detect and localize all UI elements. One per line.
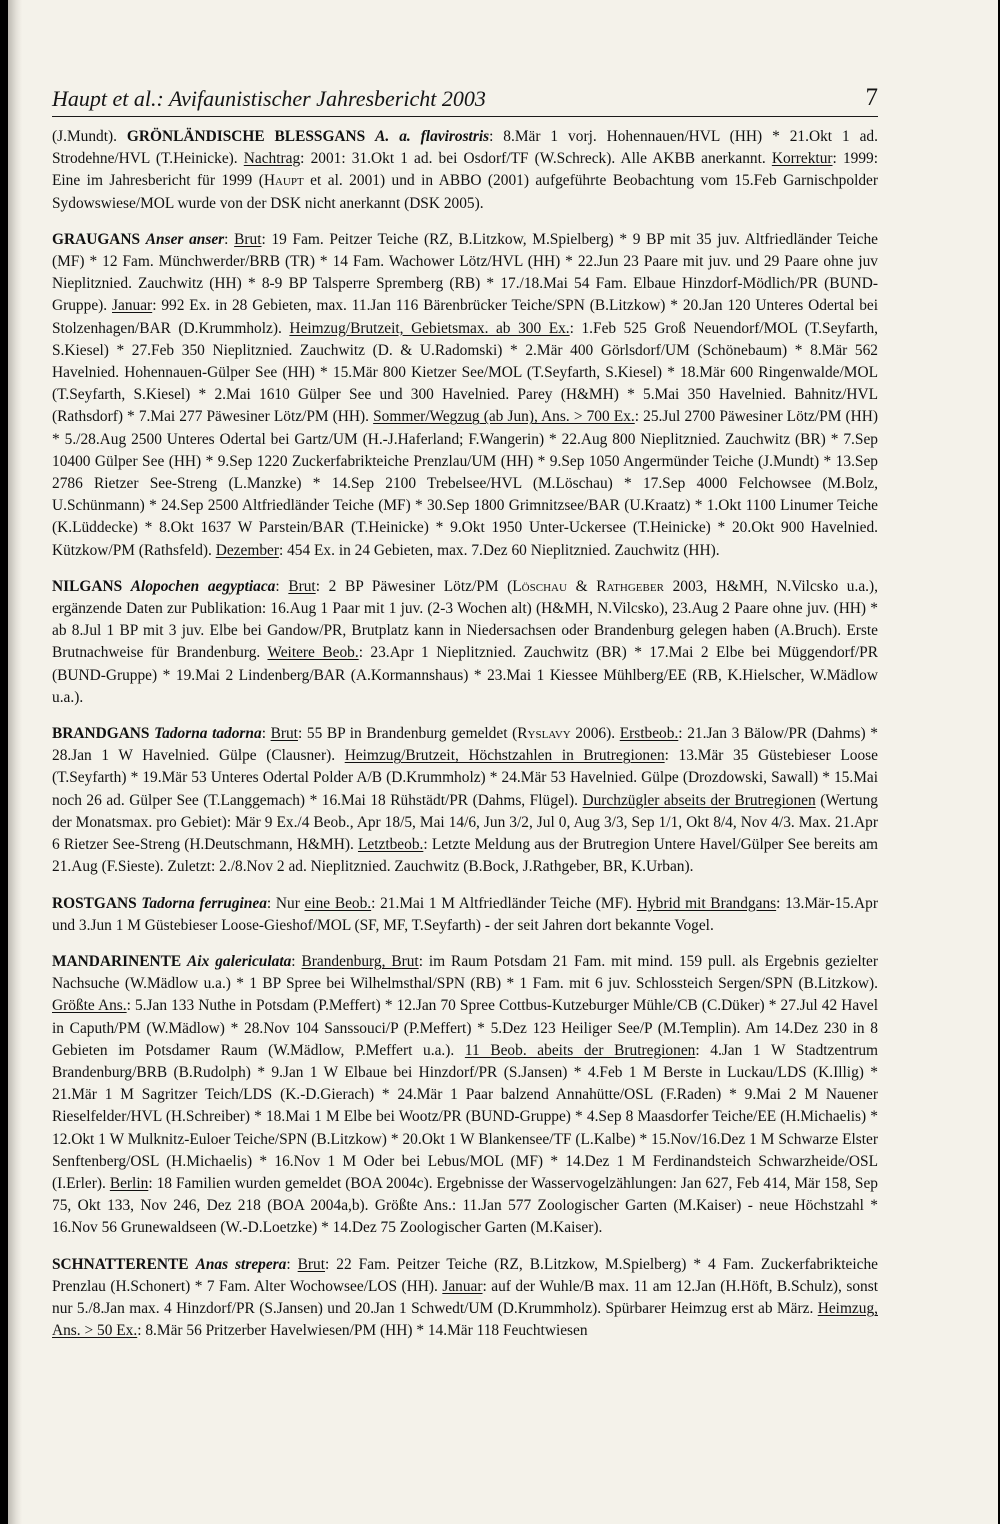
text-run: : 22 Fam. Peitzer Teiche (RZ, B.Litzkow, M.Spielberg) * 4 Fam. Zuckerfabrikteiche Prenzlau (H.Schonert) * 7 Fam. Alter Wochowsee/LOS (HH).: [52, 1255, 879, 1295]
section-label: Korrektur: [771, 150, 833, 168]
section-label: Heimzug, Ans. > 50 Ex.: [52, 1299, 878, 1340]
species-name: BRANDGANS: [52, 725, 150, 743]
scientific-name: Anser anser: [145, 230, 225, 248]
section-label: Berlin: [109, 1174, 149, 1192]
text-run: [365, 128, 375, 145]
section-label: Weitere Beob.: [267, 644, 359, 662]
text-run: : Nur: [266, 894, 305, 912]
text-run: :: [224, 230, 235, 248]
section-label: 11 Beob. abeits der Brutregionen: [464, 1041, 696, 1059]
text-run: : 4.Jan 1 W Stadtzentrum Brandenburg/BRB (B.Rudolph) * 9.Jan 1 W Elbaue bei Hinzdorf/PR (S.Jansen) * 4.Feb 1 M Berste in Luckau/LDS (K.Illig) * 21.Mär 1 M Sagritzer Teich/LDS (K.-D.Gierach) * 24.Mär 1 Paar balzend Annahütte/OSL (F.Raden) * 9.Mai 2 M Nauener Rieselfelder/HVL (H.Schreiber) * 18.Mai 1 M Elbe bei Wootz/PR (BUND-Gruppe) * 4.Sep 8 Maasdorfer Teiche/EE (H.Michaelis) * 12.Okt 1 W Mulknitz-Euloer Teiche/SPN (B.Litzkow) * 20.Okt 1 W Blankensee/TF (L.Kalbe) * 15.Nov/16.Dez 1 M Schwarze Elster Senftenberg/OSL (H.Michaelis) * 16.Nov 1 M Oder bei Lebus/MOL (MF) * 14.Dez 1 M Ferdinandsteich Schwarzheide/OSL (I.Erler).: [52, 1041, 878, 1192]
section-label: Dezember: [215, 541, 279, 559]
running-header: [52, 84, 878, 117]
species-accounts: [52, 126, 878, 1356]
running-title: Haupt et al.: Avifaunistischer Jahresbericht 2003: [52, 86, 486, 111]
section-label: Brut: [270, 725, 298, 743]
text-run: : im Raum Potsdam 21 Fam. mit mind. 159 pull. als Ergebnis gezielter Nachsuche (W.Mädlow u.a.) * 1 BP Spree bei Wilhelmsthal/SPN (RB) * 1 Fam. mit 6 juv. Schlossteich Sergen/SPN (B.Litzkow).: [52, 952, 878, 993]
section-label: Brut: [288, 577, 316, 595]
scientific-name: Anas strepera: [195, 1255, 287, 1273]
section-label: Januar: [442, 1277, 483, 1295]
text-run: : 19 Fam. Peitzer Teiche (RZ, B.Litzkow, M.Spielberg) * 9 BP mit 35 juv. Altfriedländer Teiche (MF) * 12 Fam. Münchwerder/BRB (TR) * 14 Fam. Wachower Lötz/HVL (HH) * 22.Jun 23 Paare mit juv. und 29 Paare ohne juv Nieplitznied. Zauchwitz (HH) * 8-9 BP Talsperre Spremberg (RB) * 17./18.Mai 54 Fam. Elbaue Hinzdorf-Mödlich/PR (BUND-Gruppe).: [52, 230, 878, 315]
text-run: et al. 2001) und in ABBO (2001) aufgeführte Beobachtung vom 15.Feb Garnischpolder Sydowswiese/MOL wurde von der DSK nicht anerkannt (DSK 2005).: [52, 172, 879, 212]
text-run: : 5.Jan 133 Nuthe in Potsdam (P.Meffert) * 12.Jan 70 Spree Cottbus-Kutzeburger Mühle/CB (C.Düker) * 27.Jul 42 Havel in Caputh/PM (W.Mädlow) * 28.Nov 104 Sanssouci/P (P.Meffert) * 5.Dez 123 Heiliger See/P (M.Templin). Am 14.Dez 230 in 8 Gebieten im Potsdamer Raum (W.Mädlow, P.Meffert u.a.).: [52, 997, 878, 1059]
section-label: Brandenburg, Brut: [301, 952, 419, 970]
section-label: Nachtrag: [243, 150, 301, 168]
text-run: : 18 Familien wurden gemeldet (BOA 2004c). Ergebnisse der Wasservogelzählungen: Jan 627, Feb 414, Mär 158, Sep 75, Okt 133, Nov 246, Dez 218 (BOA 2004a,b). Größte Ans.: 11.Jan 577 Zoologischer Garten (M.Kaiser) - neue Höchstzahl * 16.Nov 56 Grunewaldseen (W.-D.Loetzke) * 14.Dez 75 Zoologischer Garten (M.Kaiser).: [52, 1174, 878, 1237]
text-run: : 21.Jan 3 Bälow/PR (Dahms) * 28.Jan 1 W Havelnied. Gülpe (Clausner).: [52, 725, 878, 765]
text-run: : 55 BP in Brandenburg gemeldet (: [297, 725, 518, 743]
species-paragraph-schnatterente: [52, 1254, 878, 1343]
scientific-name: Tadorna tadorna: [154, 725, 262, 743]
species-paragraph-graugans: [52, 229, 878, 562]
species-paragraph-groenlaendische-blessgans: [52, 126, 878, 215]
text-run: : 1.Feb 525 Groß Neuendorf/MOL (T.Seyfarth, S.Kiesel) * 27.Feb 350 Nieplitznied. Zauchwitz (D. & U.Radomski) * 2.Mär 400 Görlsdorf/UM (Schönebaum) * 8.Mär 562 Havelnied. Hohennauen-Gülper See (HH) * 15.Mär 800 Kietzer See/MOL (T.Seyfarth, S.Kiesel) * 18.Mär 600 Ringenwalde/MOL (T.Seyfarth, S.Kiesel) * 2.Mai 1610 Gülper See und 300 Havelnied. Parey (H&MH) * 5.Mai 350 Havelnied. Bahnitz/HVL (Rathsdorf) * 7.Mai 277 Päwesiner Lötz/PM (HH).: [52, 319, 878, 426]
text-run: (Wertung der Monatsmax. pro Gebiet): Mär 9 Ex./4 Beob., Apr 18/5, Mai 14/6, Jun 3/2, Jul 0, Aug 3/3, Sep 1/1, Okt 8/4, Nov 4/3. Max. 21.Apr 6 Rietzer See-Streng (H.Deutschmann, H&MH).: [52, 791, 878, 854]
author-name: Löschau: [512, 577, 567, 595]
scientific-name: A. a. flavirostris: [375, 128, 490, 145]
scientific-name: Alopochen aegyptiaca: [130, 577, 276, 595]
text-run: : 8.Mär 1 vorj. Hohennauen/HVL (HH) * 21.Okt 1 ad. Strodehne/HVL (T.Heinicke).: [52, 128, 878, 168]
text-run: (J.Mundt).: [52, 128, 127, 145]
text-run: : 21.Mai 1 M Altfriedländer Teiche (MF).: [371, 894, 637, 912]
text-run: :: [286, 1255, 298, 1273]
scientific-name: Aix galericulata: [187, 952, 292, 970]
species-name: GRAUGANS: [52, 230, 141, 248]
text-run: : 25.Jul 2700 Päwesiner Lötz/PM (HH) * 5./28.Aug 2500 Unteres Odertal bei Gartz/UM (H.-J.Haferland; F.Wangerin) * 22.Aug 800 Nieplitznied. Zauchwitz (BR) * 7.Sep 10400 Gülper See (HH) * 9.Sep 1220 Zuckerfabrikteiche Prenzlau/UM (HH) * 9.Sep 1050 Angermünder Teiche (J.Mundt) * 13.Sep 2786 Rietzer See-Streng (L.Manzke) * 14.Sep 2100 Trebelsee/HVL (M.Löschau) * 17.Sep 4000 Felchowsee (M.Bolz, U.Schünmann) * 24.Sep 2500 Altfriedländer Teiche (MF) * 30.Sep 1800 Grimnitzsee/BAR (U.Kraatz) * 1.Okt 1100 Linumer Teiche (K.Lüddecke) * 8.Okt 1637 W Parstein/BAR (T.Heinicke) * 9.Okt 1950 Unter-Uckersee (T.Heinicke) * 20.Okt 900 Havelnied. Kützkow/PM (Rathsfeld).: [52, 408, 878, 559]
species-paragraph-nilgans: [52, 576, 878, 709]
text-run: :: [261, 725, 271, 743]
page-number: 7: [865, 84, 878, 111]
section-label: Letztbeob.: [357, 836, 424, 854]
species-name: GRÖNLÄNDISCHE BLESSGANS: [126, 128, 366, 145]
section-label: Heimzug/Brutzeit, Gebietsmax. ab 300 Ex.: [289, 319, 570, 337]
text-run: : 13.Mär-15.Apr und 3.Jun 1 M Güstebieser Loose-Gieshof/MOL (SF, MF, T.Seyfarth) - der seit Jahren dort bekannte Vogel.: [52, 894, 878, 934]
species-name: NILGANS: [52, 577, 123, 595]
author-name: Rathgeber: [596, 577, 664, 595]
text-run: [189, 1256, 196, 1273]
species-name: ROSTGANS: [52, 894, 137, 912]
page-spine-shadow: [8, 0, 22, 1524]
author-name: Haupt: [263, 172, 304, 190]
section-label: Durchzügler abseits der Brutregionen: [582, 791, 816, 809]
text-run: :: [291, 952, 302, 970]
text-run: : 454 Ex. in 24 Gebieten, max. 7.Dez 60 Nieplitznied. Zauchwitz (HH).: [278, 541, 720, 559]
section-label: Brut: [297, 1255, 326, 1273]
section-label: Januar: [112, 297, 153, 315]
text-run: : 1999: Eine im Jahresbericht für 1999 (: [52, 150, 878, 190]
scientific-name: Tadorna ferruginea: [141, 894, 267, 912]
species-name: SCHNATTERENTE: [52, 1255, 189, 1273]
text-run: : 2001: 31.Okt 1 ad. bei Osdorf/TF (W.Schreck). Alle AKBB anerkannt.: [300, 150, 772, 168]
section-label: Brut: [234, 230, 262, 248]
section-label: eine Beob.: [304, 894, 372, 912]
species-paragraph-brandgans: [52, 723, 878, 878]
section-label: Sommer/Wegzug (ab Jun), Ans. > 700 Ex.: [373, 408, 635, 426]
text-run: 2003, H&MH, N.Vilcsko u.a.), ergänzende Daten zur Publikation: 16.Aug 1 Paar mit 1 juv. (2-3 Wochen alt) (H&MH, N.Vilcsko), 23.Aug 2 Paare ohne juv. (HH) * ab 8.Jul 1 BP mit 3 juv. Elbe bei Gandow/PR, Brutplatz kann in Niedersachsen oder Brandenburg gelegen haben (A.Bruch). Erste Brutnachweise für Brandenburg.: [52, 577, 878, 662]
text-run: : 23.Apr 1 Nieplitznied. Zauchwitz (BR) * 17.Mai 2 Elbe bei Müggendorf/PR (BUND-Gruppe) * 19.Mai 2 Lindenberg/BAR (A.Kormannshaus) * 23.Mai 1 Kiessee Mühlberg/EE (RB, K.Hielscher, W.Mädlow u.a.).: [52, 644, 878, 706]
text-run: : auf der Wuhle/B max. 11 am 12.Jan (H.Höft, B.Schulz), sonst nur 5./8.Jan max. 4 Hinzdorf/PR (S.Jansen) und 20.Jan 1 Schwedt/UM (D.Krummholz). Spürbarer Heimzug erst ab März.: [52, 1277, 878, 1317]
section-label: Heimzug/Brutzeit, Höchstzahlen in Brutregionen: [344, 747, 665, 765]
text-run: 2006).: [570, 725, 620, 743]
text-run: &: [566, 577, 597, 595]
section-label: Erstbeob.: [619, 725, 679, 743]
species-name: MANDARINENTE: [52, 952, 182, 970]
text-run: :: [275, 577, 289, 595]
species-paragraph-mandarinente: [52, 951, 878, 1240]
section-label: Hybrid mit Brandgans: [636, 894, 777, 912]
text-run: : 2 BP Päwesiner Lötz/PM (: [315, 577, 513, 595]
author-name: Ryslavy: [517, 725, 571, 743]
text-run: : 8.Mär 56 Pritzerber Havelwiesen/PM (HH) * 14.Mär 118 Feuchtwiesen: [137, 1322, 588, 1340]
text-run: [122, 578, 131, 595]
text-run: : Letzte Meldung aus der Brutregion Untere Havel/Gülper See bereits am 21.Aug (F.Sieste). Zuletzt: 2./8.Nov 2 ad. Nieplitznied. Zauchwitz (B.Bock, J.Rathgeber, BR, K.Urban).: [52, 836, 878, 876]
section-label: Größte Ans.: [52, 997, 127, 1015]
species-paragraph-rostgans: [52, 893, 878, 937]
text-run: : 992 Ex. in 28 Gebieten, max. 11.Jan 116 Bärenbrücker Teiche/SPN (B.Litzkow) * 20.Jan 120 Unteres Odertal bei Stolzenhagen/BAR (D.Krummholz).: [52, 297, 878, 337]
text-run: : 13.Mär 35 Güstebieser Loose (T.Seyfarth) * 19.Mär 53 Unteres Odertal Polder A/B (D.Krummholz) * 24.Mär 53 Havelnied. Gülpe (Drozdowski, Sawall) * 15.Mai noch 26 ad. Gülper See (T.Langgemach) * 16.Mai 18 Rühstädt/PR (Dahms, Flügel).: [52, 747, 878, 809]
